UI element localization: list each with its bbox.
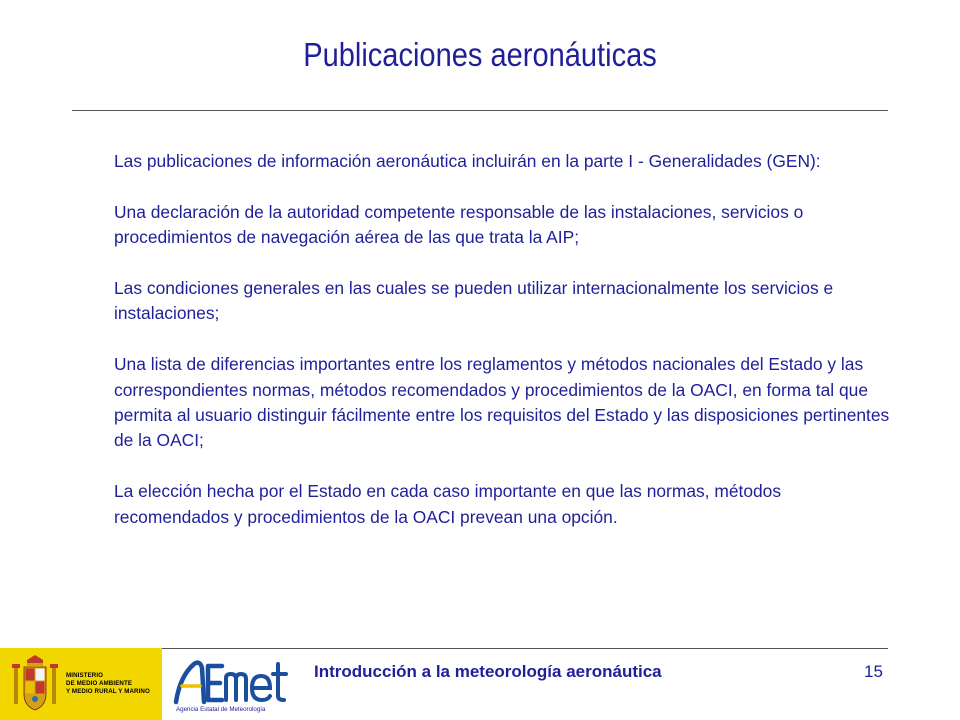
footer-divider	[72, 648, 888, 649]
paragraph-condiciones: Las condiciones generales en las cuales se pueden utilizar internacionalmente los servicios e instalaciones;	[114, 278, 834, 324]
paragraph-diferencias: Una lista de diferencias importantes entre los reglamentos y métodos nacionales del Estado y las correspondientes normas, métodos recomendados y procedimientos de la OACI, en forma tal que permita al usuario distinguir fácilmente entre los requisitos del Estado y las disposiciones pertinentes de la OACI;	[114, 354, 890, 451]
ministerio-line-3: Y MEDIO RURAL Y MARINO	[66, 688, 150, 695]
footer-title: Introducción a la meteorología aeronáutica	[314, 662, 662, 681]
paragraph-eleccion: La elección hecha por el Estado en cada caso importante en que las normas, métodos recomendados y procedimientos de la OACI prevean una opción.	[114, 481, 782, 527]
page-number: 15	[864, 662, 883, 681]
ministerio-logo	[0, 648, 162, 720]
title-divider	[72, 110, 888, 111]
paragraph-intro: Las publicaciones de información aeronáutica incluirán en la parte I - Generalidades (GEN):	[114, 151, 821, 171]
slide-title: Publicaciones aeronáuticas	[303, 36, 657, 73]
spain-coat-of-arms-icon	[10, 654, 60, 714]
ministerio-line-1: MINISTERIO	[66, 672, 104, 679]
ministerio-text	[66, 672, 162, 696]
ministerio-line-2: DE MEDIO AMBIENTE	[66, 680, 133, 687]
aemet-logo	[170, 654, 290, 716]
aemet-subtitle: Agencia Estatal de Meteorología	[176, 706, 266, 713]
paragraph-declaracion: Una declaración de la autoridad competente responsable de las instalaciones, servicios o procedimientos de navegación aérea de las que trata la AIP;	[114, 201, 804, 248]
aemet-wordmark	[170, 654, 290, 706]
slide-body	[114, 149, 892, 555]
